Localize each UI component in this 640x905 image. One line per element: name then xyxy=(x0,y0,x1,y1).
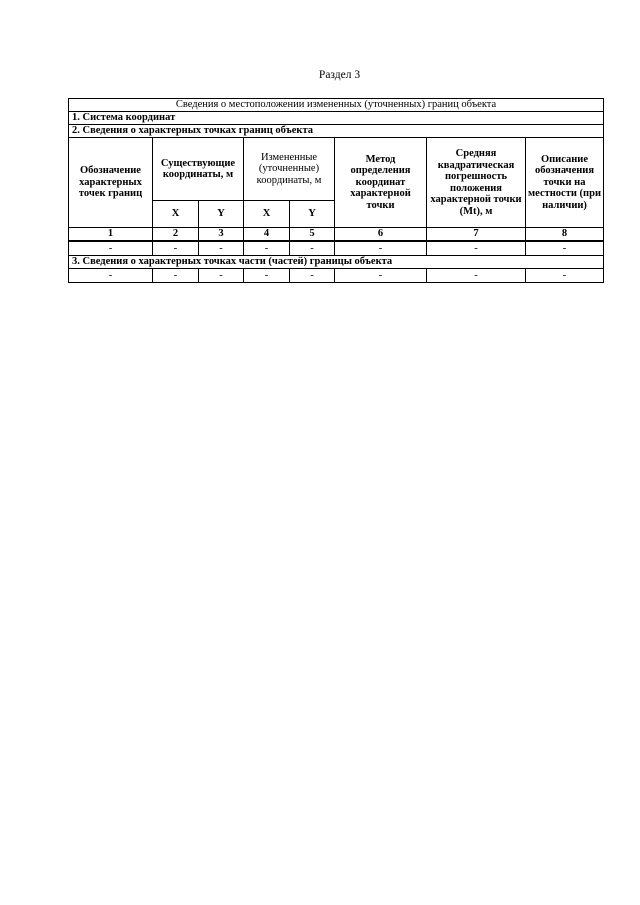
column-number: 6 xyxy=(335,228,427,242)
header-point-designation: Обозначение характерных точек границ xyxy=(69,138,153,228)
section-title: Раздел 3 xyxy=(318,69,361,81)
header-existing-coordinates: Существующие координаты, м xyxy=(153,138,244,201)
table-cell: - xyxy=(69,241,153,256)
header-changed-x: X xyxy=(244,201,290,228)
table-cell: - xyxy=(244,269,290,283)
table-cell: - xyxy=(153,241,199,256)
column-number: 1 xyxy=(69,228,153,242)
table-cell: - xyxy=(244,241,290,256)
table-cell: - xyxy=(526,269,604,283)
subsection-characteristic-points: 2. Сведения о характерных точках границ объекта xyxy=(69,125,604,138)
column-number: 8 xyxy=(526,228,604,242)
header-existing-x: X xyxy=(153,201,199,228)
header-changed-coordinates: Измененные (уточненные) координаты, м xyxy=(244,138,335,201)
boundaries-table xyxy=(68,98,604,283)
table-cell: - xyxy=(290,241,335,256)
header-method: Метод определения координат характерной точки xyxy=(335,138,427,228)
table-cell: - xyxy=(427,241,526,256)
table-cell: - xyxy=(69,269,153,283)
table-row xyxy=(69,269,604,283)
table-caption: Сведения о местоположении измененных (уточненных) границ объекта xyxy=(69,99,604,112)
column-number: 2 xyxy=(153,228,199,242)
header-description: Описание обозначения точки на местности (при наличии) xyxy=(526,138,604,228)
table-cell: - xyxy=(199,241,244,256)
column-number: 7 xyxy=(427,228,526,242)
table-cell: - xyxy=(199,269,244,283)
table-cell: - xyxy=(335,269,427,283)
table-cell: - xyxy=(526,241,604,256)
subsection-part-boundary-points: 3. Сведения о характерных точках части (частей) границы объекта xyxy=(69,256,604,269)
table-cell: - xyxy=(153,269,199,283)
column-number-row xyxy=(69,228,604,242)
header-changed-y: Y xyxy=(290,201,335,228)
table-cell: - xyxy=(335,241,427,256)
column-number: 5 xyxy=(290,228,335,242)
header-existing-y: Y xyxy=(199,201,244,228)
table-cell: - xyxy=(427,269,526,283)
table-row xyxy=(69,241,604,256)
header-accuracy: Средняя квадратическая погрешность положения характерной точки (Mt), м xyxy=(427,138,526,228)
column-number: 4 xyxy=(244,228,290,242)
table-cell: - xyxy=(290,269,335,283)
subsection-coordinate-system: 1. Система координат xyxy=(69,112,604,125)
column-number: 3 xyxy=(199,228,244,242)
